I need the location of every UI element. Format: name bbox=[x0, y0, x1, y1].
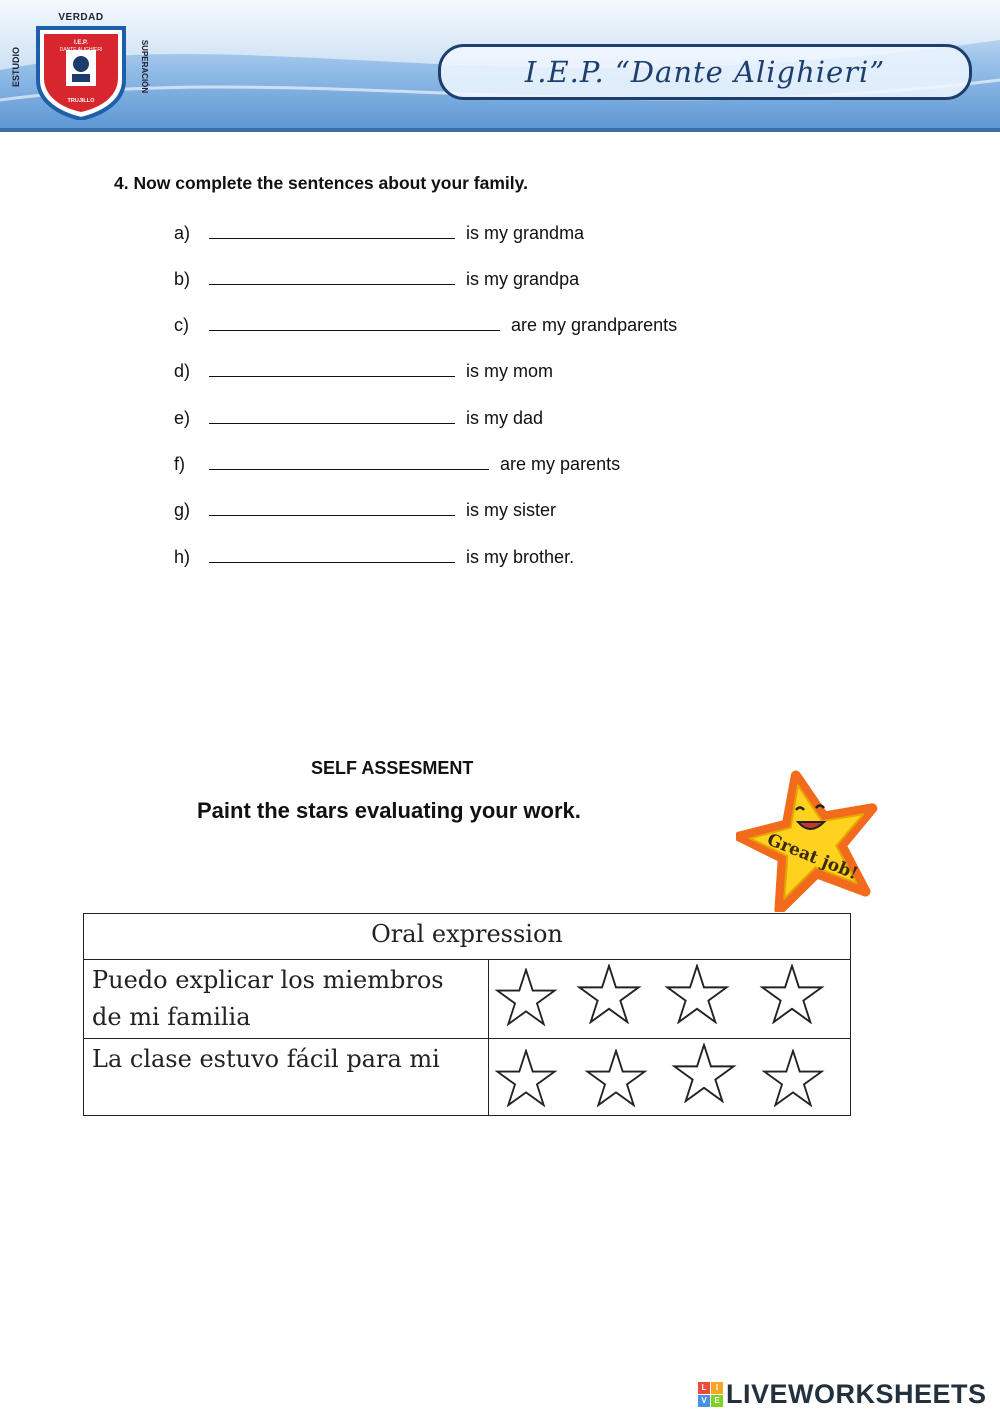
exercise-item bbox=[174, 407, 543, 429]
exercise-item bbox=[174, 360, 553, 382]
crest-motto-left: ESTUDIO bbox=[11, 46, 22, 88]
rating-star-icon[interactable] bbox=[569, 964, 649, 1024]
crest-inner-top: I.E.P. bbox=[74, 40, 88, 46]
item-letter: e) bbox=[174, 408, 191, 428]
criterion-cell: La clase estuvo fácil para mi bbox=[84, 1039, 489, 1116]
item-letter: c) bbox=[174, 315, 189, 335]
rating-star-icon[interactable] bbox=[575, 1049, 657, 1107]
answer-blank[interactable] bbox=[209, 546, 455, 563]
crest-motto-top: VERDAD bbox=[58, 12, 104, 23]
item-letter: a) bbox=[174, 223, 191, 243]
exercise-item bbox=[174, 314, 677, 336]
item-letter: h) bbox=[174, 547, 191, 567]
rating-star-icon[interactable] bbox=[751, 1049, 835, 1107]
crest-bottom: TRUJILLO bbox=[67, 98, 95, 104]
banner-underline bbox=[0, 128, 1000, 132]
self-assessment-table bbox=[83, 913, 851, 1116]
answer-blank[interactable] bbox=[209, 314, 500, 331]
logo-square: I bbox=[711, 1382, 723, 1394]
table-row bbox=[84, 960, 851, 1039]
logo-square: E bbox=[711, 1395, 723, 1407]
rating-star-icon[interactable] bbox=[491, 968, 561, 1026]
stars-cell bbox=[489, 960, 851, 1039]
sticker-text: Great job! bbox=[764, 829, 861, 885]
exercise-item bbox=[174, 222, 584, 244]
self-assessment-instruction: Paint the stars evaluating your work. bbox=[197, 798, 581, 823]
exercise-item bbox=[174, 499, 556, 521]
answer-blank[interactable] bbox=[209, 268, 455, 285]
exercise-item bbox=[174, 268, 579, 290]
exercise-item bbox=[174, 546, 574, 568]
exercise-title: 4. Now complete the sentences about your family. bbox=[114, 173, 528, 193]
crest-motto-right: SUPERACIÓN bbox=[140, 39, 150, 94]
item-text: is my sister bbox=[466, 500, 557, 520]
answer-blank[interactable] bbox=[209, 499, 455, 516]
item-letter: d) bbox=[174, 361, 191, 381]
item-letter: f) bbox=[174, 454, 185, 474]
rating-star-icon[interactable] bbox=[663, 1043, 745, 1103]
item-letter: g) bbox=[174, 500, 191, 520]
great-job-star-icon bbox=[736, 770, 884, 912]
item-text: is my mom bbox=[466, 361, 554, 381]
crest-inner-name: DANTE ALIGHIERI bbox=[59, 47, 103, 53]
item-letter: b) bbox=[174, 269, 191, 289]
exercise-item bbox=[174, 453, 620, 475]
stars-cell bbox=[489, 1039, 851, 1116]
answer-blank[interactable] bbox=[209, 453, 489, 470]
liveworksheets-squares-icon bbox=[698, 1382, 723, 1407]
crest-shield-icon bbox=[32, 24, 130, 120]
item-text: are my grandparents bbox=[511, 315, 678, 335]
liveworksheets-brand: LIVEWORKSHEETS bbox=[726, 1379, 987, 1409]
answer-blank[interactable] bbox=[209, 222, 455, 239]
logo-square: L bbox=[698, 1382, 710, 1394]
item-text: is my brother. bbox=[466, 547, 575, 567]
table-header: Oral expression bbox=[84, 914, 851, 960]
header-banner bbox=[0, 0, 1000, 132]
item-text: is my grandma bbox=[466, 223, 585, 243]
answer-blank[interactable] bbox=[209, 407, 455, 424]
self-assessment-title: SELF ASSESMENT bbox=[311, 758, 474, 778]
logo-square: V bbox=[698, 1395, 710, 1407]
rating-star-icon[interactable] bbox=[657, 964, 737, 1024]
rating-star-icon[interactable] bbox=[751, 964, 833, 1024]
item-text: is my dad bbox=[466, 408, 544, 428]
liveworksheets-logo[interactable] bbox=[698, 1379, 987, 1410]
school-crest bbox=[12, 10, 150, 122]
answer-blank[interactable] bbox=[209, 360, 455, 377]
criterion-cell: Puedo explicar los miembros de mi familia bbox=[84, 960, 489, 1039]
item-text: are my parents bbox=[500, 454, 621, 474]
table-row bbox=[84, 1039, 851, 1116]
item-text: is my grandpa bbox=[466, 269, 580, 289]
rating-star-icon[interactable] bbox=[485, 1049, 567, 1107]
school-name: I.E.P. “Dante Alighieri” bbox=[438, 44, 972, 100]
